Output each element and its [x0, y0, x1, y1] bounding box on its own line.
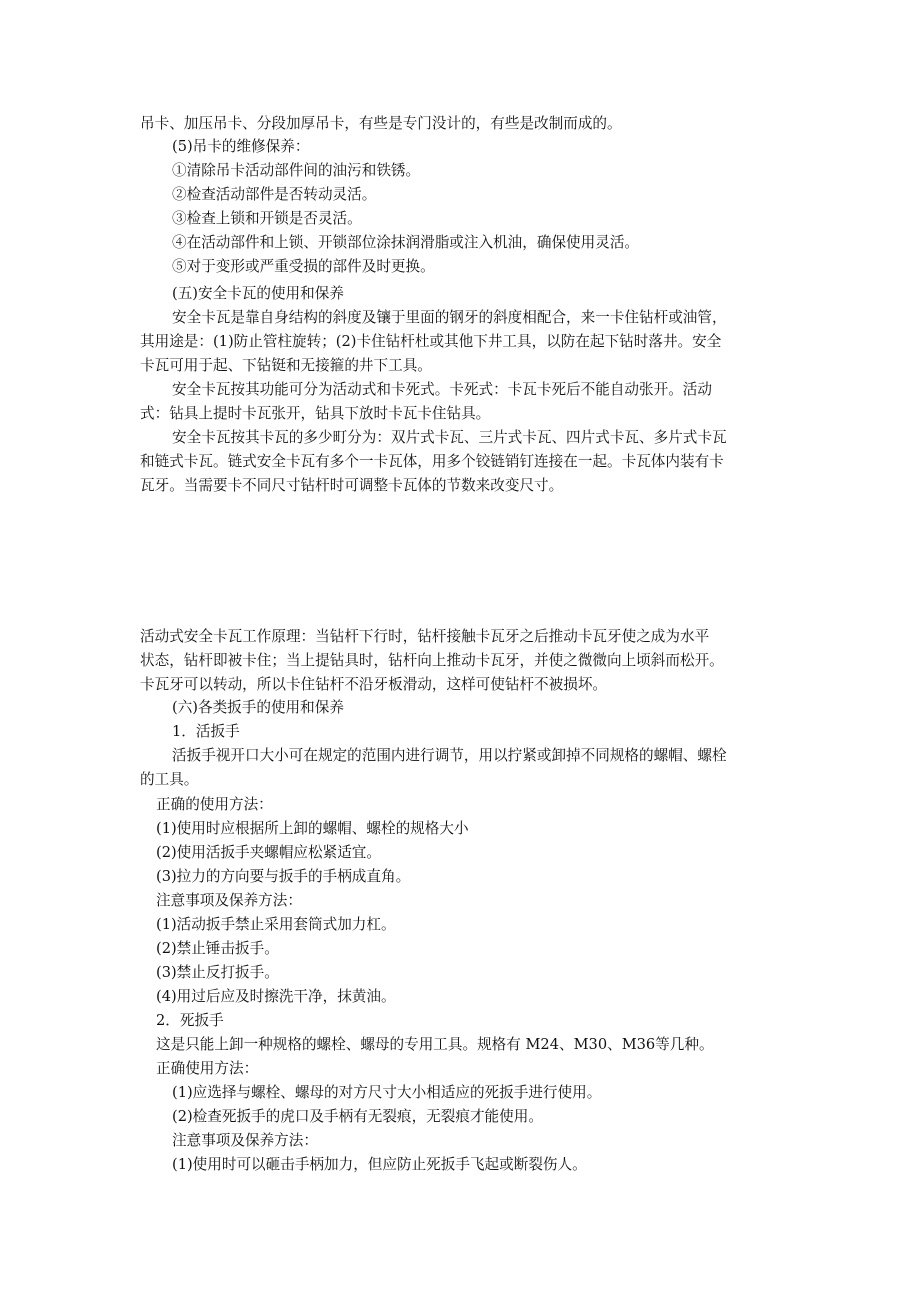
list-item: ①清除吊卡活动部件间的油污和铁锈。 [172, 162, 421, 179]
paragraph-line: 安全卡瓦按其卡瓦的多少町分为：双片式卡瓦、三片式卡瓦、四片式卡瓦、多片式卡瓦 [172, 429, 727, 446]
subheading-adjustable-wrench: 1．活扳手 [172, 723, 240, 740]
label-precautions: 注意事项及保养方法： [156, 892, 302, 909]
list-item: (1)使用时可以砸击手柄加力，但应防止死扳手飞起或断裂伤人。 [172, 1156, 587, 1173]
paragraph-line: 和链式卡瓦。链式安全卡瓦有多个一卡瓦体，用多个铰链销钉连接在一起。卡瓦体内装有卡 [140, 453, 724, 470]
heading-elevator-maintenance: (5)吊卡的维修保养： [172, 138, 310, 155]
list-item: (1)使用时应根据所上卸的螺帽、螺栓的规格大小 [156, 820, 469, 837]
paragraph-line: 这是只能上卸一种规格的螺栓、螺母的专用工具。规格有 M24、M30、M36等几种。 [156, 1036, 714, 1053]
list-item: (3)拉力的方向要与扳手的手柄成直角。 [156, 868, 411, 885]
list-item: (4)用过后应及时擦洗干净，抹黄油。 [156, 988, 396, 1005]
label-correct-usage: 正确的使用方法： [156, 796, 273, 813]
paragraph-line: 卡瓦牙可以转动，所以卡住钻杆不沿牙板滑动，这样可使钻杆不被损坏。 [140, 676, 608, 693]
list-item: (1)应选择与螺栓、螺母的对方尺寸大小相适应的死扳手进行使用。 [172, 1084, 602, 1101]
paragraph-line: 其用途是：(1)防止管柱旋转；(2)卡住钻杆杜或其他下井工具，以防在起下钻时落井。安全 [140, 333, 722, 350]
paragraph-line: 状态，钻杆即被卡住；当上提钻具时，钻杆向上推动卡瓦牙，并使之微微向上顷斜而松开。 [140, 652, 724, 669]
label-correct-usage: 正确使用方法： [156, 1060, 259, 1077]
paragraph-line: 活动式安全卡瓦工作原理：当钻杆下行时，钻杆接触卡瓦牙之后推动卡瓦牙使之成为水平 [140, 628, 710, 645]
heading-safety-slips: (五)安全卡瓦的使用和保养 [172, 285, 344, 302]
paragraph-line: 瓦牙。当需要卡不同尺寸钻杆时可调整卡瓦体的节数来改变尺寸。 [140, 477, 564, 494]
heading-wrenches: (六)各类扳手的使用和保养 [172, 699, 344, 716]
subheading-fixed-wrench: 2．死扳手 [156, 1012, 224, 1029]
paragraph-line: 的工具。 [140, 771, 199, 788]
list-item: ③检查上锁和开锁是否灵活。 [172, 210, 362, 227]
list-item: (3)禁止反打扳手。 [156, 964, 279, 981]
list-item: ②检查活动部件是否转动灵活。 [172, 186, 377, 203]
label-precautions: 注意事项及保养方法： [172, 1132, 318, 1149]
list-item: (2)禁止锤击扳手。 [156, 940, 279, 957]
list-item: ④在活动部件和上锁、开锁部位涂抹润滑脂或注入机油，确保使用灵活。 [172, 234, 640, 251]
paragraph-line: 活扳手视开口大小可在规定的范围内进行调节，用以拧紧或卸掉不同规格的螺帽、螺栓 [172, 747, 727, 764]
list-item: ⑤对于变形或严重受损的部件及时更换。 [172, 258, 435, 275]
list-item: (2)使用活扳手夹螺帽应松紧适宜。 [156, 844, 381, 861]
paragraph-line: 式：钻具上提时卡瓦张开，钻具下放时卡瓦卡住钻具。 [140, 405, 491, 422]
paragraph-line: 安全卡瓦是靠自身结构的斜度及镶于里面的钢牙的斜度相配合，来一卡住钻杆或油管， [172, 309, 727, 326]
paragraph-line: 安全卡瓦按其功能可分为活动式和卡死式。卡死式：卡瓦卡死后不能自动张开。活动 [172, 381, 712, 398]
list-item: (2)检查死扳手的虎口及手柄有无裂痕，无裂痕才能使用。 [172, 1108, 543, 1125]
paragraph-line: 卡瓦可用于起、下钻铤和无接箍的井下工具。 [140, 357, 432, 374]
paragraph-line: 吊卡、加压吊卡、分段加厚吊卡，有些是专门没计的，有些是改制而成的。 [140, 115, 622, 132]
list-item: (1)活动扳手禁止采用套筒式加力杠。 [156, 916, 396, 933]
